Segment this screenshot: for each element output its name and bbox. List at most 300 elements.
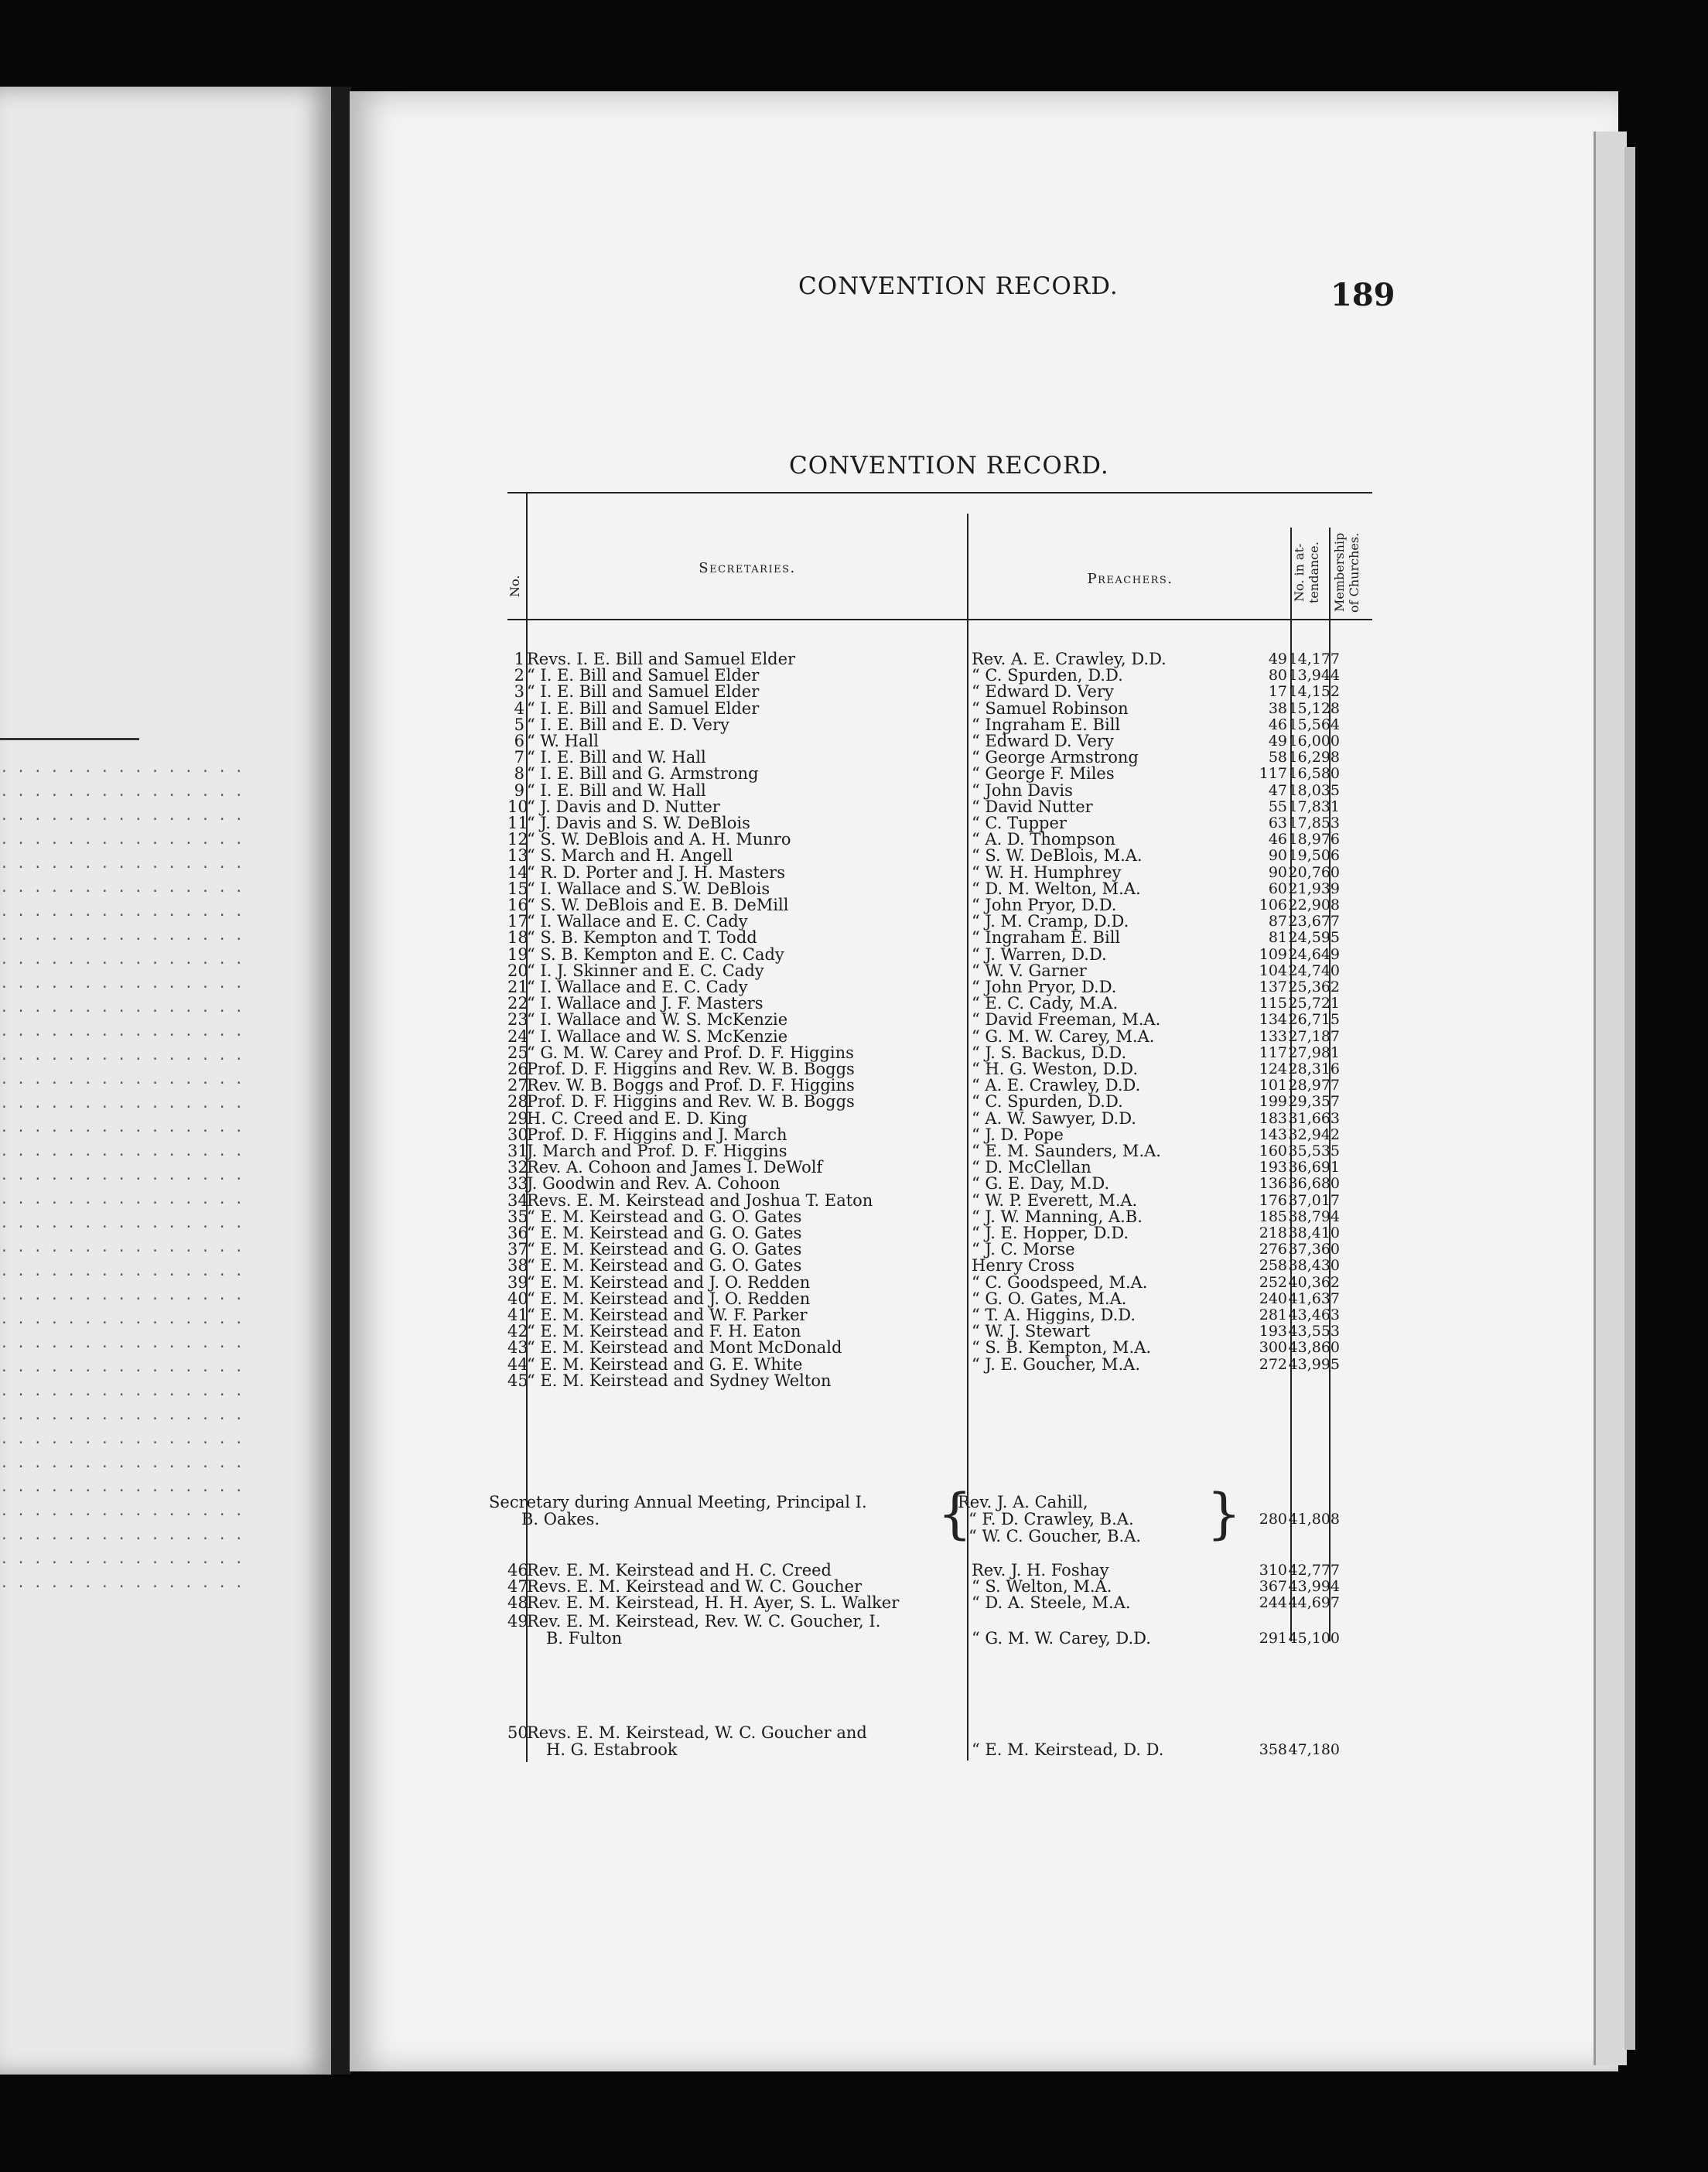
table-row-49-line2 — [507, 1631, 1372, 1647]
attendance-cell: 367 — [1259, 1578, 1287, 1596]
preachers-cell: “ H. G. Weston, D.D. — [972, 1060, 1139, 1078]
attendance-cell: 133 — [1259, 1027, 1287, 1045]
secretaries-cell-cont: H. G. Estabrook — [546, 1740, 678, 1759]
dot-leader-row: . . . . . . . . . . . . . . . — [0, 1359, 244, 1375]
row-number: 13 — [507, 846, 528, 866]
table-row — [507, 1323, 1372, 1340]
secretaries-cell: “ R. D. Porter and J. H. Masters — [527, 862, 786, 882]
secretaries-cell: “ I. J. Skinner and E. C. Cady — [527, 961, 764, 980]
attendance-cell: 252 — [1259, 1273, 1287, 1291]
preachers-cell: “ C. Spurden, D.D. — [972, 1092, 1123, 1112]
dot-leader-row: . . . . . . . . . . . . . . . — [0, 855, 244, 872]
row-number: 3 — [514, 682, 524, 702]
attendance-cell: 185 — [1259, 1207, 1287, 1225]
secretaries-cell: “ E. M. Keirstead and W. F. Parker — [527, 1306, 808, 1324]
secretaries-cell: “ I. E. Bill and W. Hall — [527, 780, 706, 800]
header-secretaries: Secretaries. — [699, 560, 796, 576]
membership-cell: 26,715 — [1288, 1011, 1340, 1029]
secretaries-cell: “ S. B. Kempton and E. C. Cady — [527, 944, 784, 964]
row-number: 25 — [507, 1043, 528, 1062]
row-number: 16 — [507, 896, 528, 914]
attendance-cell: 272 — [1259, 1355, 1287, 1373]
row45-preacher-1 — [507, 1494, 1372, 1511]
preachers-cell: “ David Nutter — [972, 797, 1093, 816]
table-row — [507, 963, 1372, 979]
table-row — [507, 914, 1372, 930]
table-row — [507, 1127, 1372, 1143]
table-row — [507, 1354, 1372, 1374]
row-number: 24 — [507, 1026, 528, 1046]
preachers-cell: “ John Pryor, D.D. — [972, 978, 1117, 996]
table-row — [507, 1340, 1372, 1356]
membership-cell: 20,760 — [1288, 863, 1340, 881]
dot-leader-row: . . . . . . . . . . . . . . . — [0, 1191, 244, 1207]
membership-cell: 25,362 — [1288, 978, 1340, 996]
membership-cell: 38,430 — [1288, 1257, 1340, 1275]
attendance-cell: 38 — [1268, 699, 1287, 717]
dot-leader-row: . . . . . . . . . . . . . . . — [0, 1479, 244, 1495]
membership-cell: 18,976 — [1288, 831, 1340, 849]
dot-leader-row: . . . . . . . . . . . . . . . — [0, 1119, 244, 1136]
attendance-cell: 258 — [1259, 1257, 1287, 1275]
dot-leader-row: . . . . . . . . . . . . . . . — [0, 832, 244, 848]
preachers-cell: “ Samuel Robinson — [972, 698, 1129, 718]
dot-leader-row: . . . . . . . . . . . . . . . — [0, 1047, 244, 1064]
row-number: 50 — [507, 1723, 528, 1742]
table-row — [507, 815, 1372, 832]
table-row — [507, 1143, 1372, 1159]
secretaries-cell: Rev. E. M. Keirstead and H. C. Creed — [527, 1561, 832, 1579]
row-number: 39 — [507, 1272, 528, 1292]
attendance-cell: 276 — [1259, 1241, 1287, 1258]
membership-cell: 47,180 — [1288, 1741, 1340, 1758]
dot-leader-row: . . . . . . . . . . . . . . . — [0, 1167, 244, 1183]
membership-cell: 19,506 — [1288, 847, 1340, 865]
membership-cell: 43,860 — [1288, 1339, 1340, 1357]
attendance-cell: 143 — [1259, 1125, 1287, 1143]
row-number: 19 — [507, 944, 528, 964]
secretaries-cell: “ S. B. Kempton and T. Todd — [527, 928, 757, 948]
table-top-rule — [507, 492, 1372, 493]
table-row — [507, 1373, 1372, 1389]
left-brace: { — [938, 1482, 972, 1545]
preachers-cell: “ C. Goodspeed, M.A. — [972, 1272, 1148, 1292]
attendance-cell: 310 — [1259, 1562, 1287, 1579]
secretaries-cell: Rev. A. Cohoon and James I. DeWolf — [527, 1158, 823, 1177]
attendance-cell: 199 — [1259, 1093, 1287, 1111]
attendance-cell: 280 — [1259, 1511, 1287, 1528]
table-row — [507, 698, 1372, 718]
table-row — [507, 1190, 1372, 1210]
attendance-cell: 90 — [1268, 863, 1287, 881]
row-number: 33 — [507, 1174, 528, 1194]
row-number: 37 — [507, 1240, 528, 1259]
membership-cell: 24,740 — [1288, 961, 1340, 979]
table-row — [507, 684, 1372, 700]
secretaries-cell: “ E. M. Keirstead and Sydney Welton — [527, 1371, 832, 1390]
preachers-cell: “ Ingraham E. Bill — [972, 715, 1121, 734]
preachers-cell: “ John Pryor, D.D. — [972, 896, 1117, 914]
attendance-cell: 46 — [1268, 715, 1287, 733]
table-row — [507, 1209, 1372, 1225]
attendance-cell: 281 — [1259, 1306, 1287, 1323]
attendance-cell: 134 — [1259, 1011, 1287, 1029]
attendance-cell: 46 — [1268, 831, 1287, 849]
preachers-cell: “ Edward D. Very — [972, 732, 1114, 750]
attendance-cell: 101 — [1259, 1077, 1287, 1095]
attendance-cell: 90 — [1268, 847, 1287, 865]
preachers-cell: “ J. M. Cramp, D.D. — [972, 912, 1129, 931]
dot-leader-row: . . . . . . . . . . . . . . . — [0, 1143, 244, 1159]
table-row — [507, 1077, 1372, 1094]
table-row — [507, 1291, 1372, 1307]
dot-leader-row: . . . . . . . . . . . . . . . — [0, 784, 244, 800]
table-row — [507, 944, 1372, 964]
dot-leader-row: . . . . . . . . . . . . . . . — [0, 760, 244, 776]
table-row — [507, 1225, 1372, 1241]
preachers-cell: “ T. A. Higgins, D.D. — [972, 1306, 1136, 1324]
preachers-cell: Henry Cross — [972, 1256, 1075, 1276]
secretaries-cell: “ E. M. Keirstead and J. O. Redden — [527, 1289, 811, 1308]
dot-leader-row: . . . . . . . . . . . . . . . — [0, 1383, 244, 1399]
attendance-cell: 244 — [1259, 1594, 1287, 1612]
table-row — [507, 799, 1372, 815]
left-page-rule — [0, 738, 139, 740]
row-number: 9 — [514, 780, 524, 800]
preachers-cell: “ C. Spurden, D.D. — [972, 666, 1123, 685]
membership-cell: 25,721 — [1288, 995, 1340, 1013]
table-row-50 — [507, 1725, 1372, 1741]
membership-cell: 43,994 — [1288, 1578, 1340, 1596]
membership-cell: 29,357 — [1288, 1093, 1340, 1111]
attendance-cell: 300 — [1259, 1339, 1287, 1357]
table-title: CONVENTION RECORD. — [789, 452, 1109, 480]
preachers-cell: “ S. Welton, M.A. — [972, 1577, 1112, 1597]
row-number: 31 — [507, 1142, 528, 1160]
attendance-cell: 137 — [1259, 978, 1287, 996]
row45-figures — [507, 1511, 1372, 1528]
attendance-cell: 193 — [1259, 1159, 1287, 1176]
row-number: 48 — [507, 1593, 528, 1613]
row-number: 10 — [507, 797, 528, 816]
dot-leader-row: . . . . . . . . . . . . . . . — [0, 975, 244, 992]
secretaries-cell: “ I. Wallace and W. S. McKenzie — [527, 1026, 788, 1046]
table-row-49 — [507, 1614, 1372, 1630]
attendance-cell: 218 — [1259, 1224, 1287, 1241]
right-brace: } — [1207, 1482, 1242, 1545]
membership-cell: 16,298 — [1288, 749, 1340, 767]
membership-cell: 24,595 — [1288, 929, 1340, 947]
preachers-cell: “ S. B. Kempton, M.A. — [972, 1338, 1152, 1358]
secretaries-cell: “ E. M. Keirstead and G. O. Gates — [527, 1256, 802, 1276]
row-number: 26 — [507, 1060, 528, 1078]
membership-cell: 27,187 — [1288, 1027, 1340, 1045]
secretaries-cell: “ E. M. Keirstead and Mont McDonald — [527, 1338, 842, 1358]
membership-cell: 31,663 — [1288, 1109, 1340, 1127]
attendance-cell: 358 — [1259, 1741, 1287, 1758]
secretaries-cell: J. Goodwin and Rev. A. Cohoon — [527, 1174, 781, 1194]
preachers-cell: Rev. A. E. Crawley, D.D. — [972, 650, 1167, 668]
dot-leader-row: . . . . . . . . . . . . . . . — [0, 1527, 244, 1543]
table-row — [507, 1061, 1372, 1077]
row-number: 14 — [507, 862, 528, 882]
row-number: 15 — [507, 879, 528, 898]
secretaries-cell: “ I. Wallace and S. W. DeBlois — [527, 879, 770, 898]
table-row — [507, 1026, 1372, 1046]
attendance-cell: 176 — [1259, 1191, 1287, 1209]
row-number: 23 — [507, 1010, 528, 1030]
row-number: 44 — [507, 1354, 528, 1374]
membership-cell: 43,463 — [1288, 1306, 1340, 1323]
secretaries-cell: “ I. E. Bill and E. D. Very — [527, 715, 729, 734]
page-edges-outer — [1624, 147, 1635, 2050]
dot-leader-row: . . . . . . . . . . . . . . . — [0, 1551, 244, 1567]
secretaries-cell: “ S. W. DeBlois and A. H. Munro — [527, 830, 791, 849]
attendance-cell: 124 — [1259, 1060, 1287, 1077]
membership-cell: 13,944 — [1288, 667, 1340, 685]
attendance-cell: 87 — [1268, 913, 1287, 931]
attendance-cell: 106 — [1259, 896, 1287, 914]
membership-cell: 23,677 — [1288, 913, 1340, 931]
attendance-cell: 47 — [1268, 781, 1287, 799]
attendance-cell: 49 — [1268, 651, 1287, 668]
row-number: 12 — [507, 830, 528, 849]
table-row — [507, 930, 1372, 946]
dot-leader-row: . . . . . . . . . . . . . . . — [0, 1023, 244, 1040]
preachers-cell: “ W. H. Humphrey — [972, 862, 1122, 882]
membership-cell: 38,410 — [1288, 1224, 1340, 1241]
table-row — [507, 848, 1372, 864]
table-row — [507, 1241, 1372, 1258]
attendance-cell: 109 — [1259, 945, 1287, 963]
secretaries-cell: “ W. Hall — [527, 732, 599, 750]
row-number: 40 — [507, 1289, 528, 1308]
attendance-cell: 58 — [1268, 749, 1287, 767]
table-row — [507, 750, 1372, 766]
attendance-cell: 63 — [1268, 814, 1287, 832]
membership-cell: 41,637 — [1288, 1289, 1340, 1307]
preachers-cell: “ E. C. Cady, M.A. — [972, 994, 1119, 1013]
secretaries-cell: “ E. M. Keirstead and J. O. Redden — [527, 1272, 811, 1292]
preachers-cell: “ G. E. Day, M.D. — [972, 1174, 1110, 1194]
row45-secretary-note-cont: B. Oakes. — [521, 1510, 600, 1528]
row-number: 27 — [507, 1076, 528, 1095]
secretaries-cell: “ J. Davis and D. Nutter — [527, 797, 720, 816]
preachers-cell: “ W. V. Garner — [972, 961, 1087, 980]
preachers-cell: “ John Davis — [972, 780, 1073, 800]
secretaries-cell: Revs. E. M. Keirstead, W. C. Goucher and — [527, 1723, 867, 1742]
page-edges — [1594, 131, 1627, 2065]
membership-cell: 37,360 — [1288, 1241, 1340, 1258]
secretaries-cell: “ I. Wallace and W. S. McKenzie — [527, 1010, 788, 1030]
membership-cell: 17,853 — [1288, 814, 1340, 832]
membership-cell: 38,794 — [1288, 1207, 1340, 1225]
membership-cell: 17,831 — [1288, 797, 1340, 815]
header-preachers: Preachers. — [1087, 571, 1173, 587]
row-number: 32 — [507, 1158, 528, 1177]
dot-leader-row: . . . . . . . . . . . . . . . — [0, 951, 244, 968]
row-number: 29 — [507, 1108, 528, 1128]
secretaries-cell: Prof. D. F. Higgins and Rev. W. B. Boggs — [527, 1060, 855, 1078]
table-row — [507, 979, 1372, 996]
membership-cell: 14,152 — [1288, 683, 1340, 701]
membership-cell: 14,177 — [1288, 651, 1340, 668]
attendance-cell: 81 — [1268, 929, 1287, 947]
table-row-50-line2 — [507, 1742, 1372, 1758]
preachers-cell: “ W. P. Everett, M.A. — [972, 1190, 1138, 1210]
dot-leader-row: . . . . . . . . . . . . . . . — [0, 903, 244, 920]
table-row — [507, 996, 1372, 1012]
table-row — [507, 1307, 1372, 1323]
secretaries-cell: “ I. E. Bill and Samuel Elder — [527, 682, 760, 702]
table-row — [507, 651, 1372, 668]
row-number: 43 — [507, 1338, 528, 1358]
preachers-cell: “ E. M. Keirstead, D. D. — [972, 1740, 1164, 1759]
row-number: 18 — [507, 928, 528, 948]
secretaries-cell: Revs. I. E. Bill and Samuel Elder — [527, 650, 796, 668]
table-row — [507, 717, 1372, 733]
membership-cell: 22,908 — [1288, 896, 1340, 914]
attendance-cell: 115 — [1259, 995, 1287, 1013]
secretaries-cell: “ E. M. Keirstead and G. O. Gates — [527, 1207, 802, 1226]
attendance-cell: 104 — [1259, 961, 1287, 979]
membership-cell: 37,017 — [1288, 1191, 1340, 1209]
secretaries-cell: Revs. E. M. Keirstead and Joshua T. Eaton — [527, 1190, 873, 1210]
attendance-cell: 193 — [1259, 1323, 1287, 1340]
header-membership: Membership of Churches. — [1332, 532, 1361, 613]
secretaries-cell: Prof. D. F. Higgins and Rev. W. B. Boggs — [527, 1092, 855, 1112]
secretaries-cell: Rev. E. M. Keirstead, Rev. W. C. Goucher, I. — [527, 1612, 881, 1631]
attendance-cell: 17 — [1268, 683, 1287, 701]
secretaries-cell: J. March and Prof. D. F. Higgins — [527, 1142, 787, 1160]
row-number: 4 — [514, 698, 524, 718]
dot-leader-row: . . . . . . . . . . . . . . . — [0, 1095, 244, 1112]
membership-cell: 42,777 — [1288, 1562, 1340, 1579]
row-number: 1 — [514, 650, 524, 668]
preachers-cell: “ E. M. Saunders, M.A. — [972, 1142, 1161, 1160]
preachers-cell: “ C. Tupper — [972, 814, 1067, 832]
attendance-cell: 117 — [1259, 1043, 1287, 1061]
row-number: 21 — [507, 978, 528, 996]
preachers-cell: “ S. W. DeBlois, M.A. — [972, 846, 1143, 866]
table-row — [507, 1562, 1372, 1579]
preachers-cell: “ J. D. Pope — [972, 1125, 1064, 1144]
secretaries-cell: “ I. E. Bill and G. Armstrong — [527, 764, 759, 784]
attendance-cell: 291 — [1259, 1630, 1287, 1647]
row-number: 46 — [507, 1561, 528, 1579]
dot-leader-row: . . . . . . . . . . . . . . . — [0, 1455, 244, 1471]
row-number: 11 — [507, 814, 528, 832]
secretaries-cell: H. C. Creed and E. D. King — [527, 1108, 748, 1128]
dot-leader-row: . . . . . . . . . . . . . . . — [0, 1071, 244, 1088]
dot-leader-row: . . . . . . . . . . . . . . . — [0, 1287, 244, 1303]
membership-cell: 27,981 — [1288, 1043, 1340, 1061]
preachers-cell: “ J. E. Goucher, M.A. — [972, 1354, 1140, 1374]
dot-leader-row: . . . . . . . . . . . . . . . — [0, 808, 244, 824]
dot-leader-row: . . . . . . . . . . . . . . . — [0, 1407, 244, 1423]
secretaries-cell: Rev. E. M. Keirstead, H. H. Ayer, S. L. Walker — [527, 1593, 900, 1613]
membership-cell: 28,316 — [1288, 1060, 1340, 1077]
table-row — [507, 1258, 1372, 1274]
preachers-cell: “ David Freeman, M.A. — [972, 1010, 1161, 1030]
preachers-cell: “ J. W. Manning, A.B. — [972, 1207, 1143, 1226]
membership-cell: 32,942 — [1288, 1125, 1340, 1143]
membership-cell: 21,939 — [1288, 879, 1340, 897]
row-number: 28 — [507, 1092, 528, 1112]
table-row — [507, 1159, 1372, 1176]
row45-preacher-3 — [507, 1528, 1372, 1545]
secretaries-cell: “ E. M. Keirstead and G. O. Gates — [527, 1240, 802, 1259]
membership-cell: 36,680 — [1288, 1175, 1340, 1193]
left-page — [0, 87, 331, 2075]
table-row — [507, 1579, 1372, 1595]
membership-cell: 41,808 — [1288, 1511, 1340, 1528]
preachers-cell: “ J. C. Morse — [972, 1240, 1075, 1259]
secretaries-cell: “ I. E. Bill and Samuel Elder — [527, 666, 760, 685]
row45-secretary-note: Secretary during Annual Meeting, Principal I. — [489, 1493, 867, 1511]
membership-cell: 16,580 — [1288, 765, 1340, 783]
attendance-cell: 160 — [1259, 1142, 1287, 1159]
secretaries-cell: Prof. D. F. Higgins and J. March — [527, 1125, 787, 1144]
preachers-cell: “ George F. Miles — [972, 764, 1115, 784]
attendance-cell: 55 — [1268, 797, 1287, 815]
row-number: 49 — [507, 1612, 528, 1631]
secretaries-cell: “ I. Wallace and E. C. Cady — [527, 912, 748, 931]
membership-cell: 15,564 — [1288, 715, 1340, 733]
dot-leader-row: . . . . . . . . . . . . . . . — [0, 1239, 244, 1255]
preachers-cell: “ A. W. Sawyer, D.D. — [972, 1108, 1136, 1128]
secretaries-cell: “ I. E. Bill and W. Hall — [527, 748, 706, 767]
row-number: 7 — [514, 748, 524, 767]
preachers-cell: “ J. Warren, D.D. — [972, 944, 1107, 964]
table-row — [507, 1595, 1372, 1611]
book-gutter — [331, 87, 351, 2075]
row-number: 22 — [507, 994, 528, 1013]
preachers-cell: “ Edward D. Very — [972, 682, 1114, 702]
table-row — [507, 881, 1372, 897]
table-row — [507, 668, 1372, 684]
secretaries-cell: Rev. W. B. Boggs and Prof. D. F. Higgins — [527, 1076, 855, 1095]
dot-leader-row: . . . . . . . . . . . . . . . — [0, 1431, 244, 1447]
preachers-cell: “ J. S. Backus, D.D. — [972, 1043, 1127, 1062]
dot-leader-row: . . . . . . . . . . . . . . . — [0, 1575, 244, 1591]
running-head: CONVENTION RECORD. — [798, 272, 1119, 300]
membership-cell: 15,128 — [1288, 699, 1340, 717]
secretaries-cell: “ E. M. Keirstead and G. O. Gates — [527, 1224, 802, 1242]
membership-cell: 35,535 — [1288, 1142, 1340, 1159]
dot-leader-row: . . . . . . . . . . . . . . . — [0, 1311, 244, 1327]
row-number: 8 — [514, 764, 524, 784]
secretaries-cell: “ S. W. DeBlois and E. B. DeMill — [527, 896, 789, 914]
preachers-cell: “ George Armstrong — [972, 748, 1139, 767]
membership-cell: 16,000 — [1288, 733, 1340, 750]
membership-cell: 43,553 — [1288, 1323, 1340, 1340]
preacher-name: “ F. D. Crawley, B.A. — [968, 1510, 1134, 1528]
secretaries-cell: “ E. M. Keirstead and G. E. White — [527, 1354, 803, 1374]
membership-cell: 36,691 — [1288, 1159, 1340, 1176]
secretaries-cell: “ I. Wallace and E. C. Cady — [527, 978, 748, 996]
attendance-cell: 49 — [1268, 733, 1287, 750]
header-bottom-rule — [507, 619, 1372, 620]
attendance-cell: 80 — [1268, 667, 1287, 685]
preachers-cell: “ D. A. Steele, M.A. — [972, 1593, 1131, 1613]
attendance-cell: 240 — [1259, 1289, 1287, 1307]
membership-cell: 40,362 — [1288, 1273, 1340, 1291]
secretaries-cell: “ S. March and H. Angell — [527, 846, 733, 866]
row-number: 17 — [507, 912, 528, 931]
row-number: 36 — [507, 1224, 528, 1242]
membership-cell: 28,977 — [1288, 1077, 1340, 1095]
